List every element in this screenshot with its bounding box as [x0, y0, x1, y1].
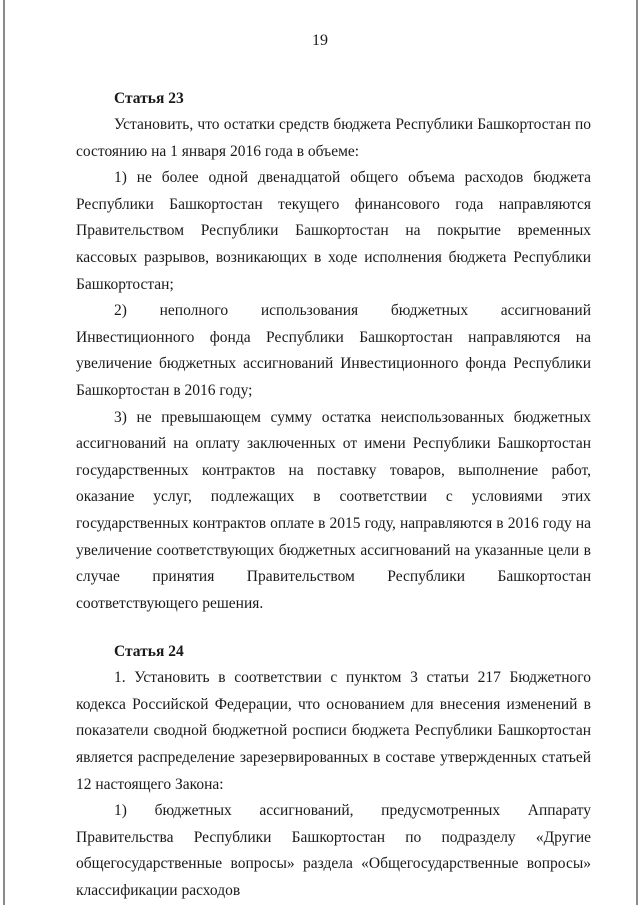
article-23-item-3: 3) не превышающем сумму остатка неиспользованных бюджетных ассигнований на оплату заключенных от имени Республики Башкортостан государственных контрактов на поставку товаров, выполнение работ, оказание услуг, подлежащих в соответствии с условиями этих государственных контрактов оплате в 2015 году, направляются в 2016 году на увеличение соответствующих бюджетных ассигнований на указанные цели в случае принятия Правительством Республики Башкортостан соответствующего решения. [76, 408, 591, 612]
page-number: 19 [312, 32, 328, 49]
scan-edge-right [636, 0, 638, 905]
article-23-item-2: 2) неполного использования бюджетных ассигнований Инвестиционного фонда Республики Башкортостан направляются на увеличение бюджетных ассигнований Инвестиционного фонда Республики Башкортостан в 2016 году; [76, 302, 591, 399]
article-23-item-1: 1) не более одной двенадцатой общего объема расходов бюджета Республики Башкортостан текущего финансового года направляются Правительством Республики Башкортостан на покрытие временных кассовых разрывов, возникающих в ходе исполнения бюджета Республики Башкортостан; [76, 169, 591, 293]
article-24-heading: Статья 24 [114, 643, 184, 661]
article-23-paragraph: Установить, что остатки средств бюджета Республики Башкортостан по состоянию на 1 января 2016 года в объеме: [76, 116, 591, 160]
article-24-item-1: 1) бюджетных ассигнований, предусмотренных Аппарату Правительства Республики Башкортостан по подразделу «Другие общегосударственные вопросы» раздела «Общегосударственные вопросы» классификации расходов [76, 802, 591, 900]
article-23-heading: Статья 23 [114, 90, 184, 107]
document-body [76, 86, 591, 905]
scan-edge-left [3, 0, 5, 905]
article-24-paragraph: 1. Установить в соответствии с пунктом 3 статьи 217 Бюджетного кодекса Российской Федерации, что основанием для внесения изменений в показатели сводной бюджетной росписи бюджета Республики Башкортостан является распределение зарезервированных в составе утвержденных статьей 12 настоящего Закона: [76, 669, 591, 793]
